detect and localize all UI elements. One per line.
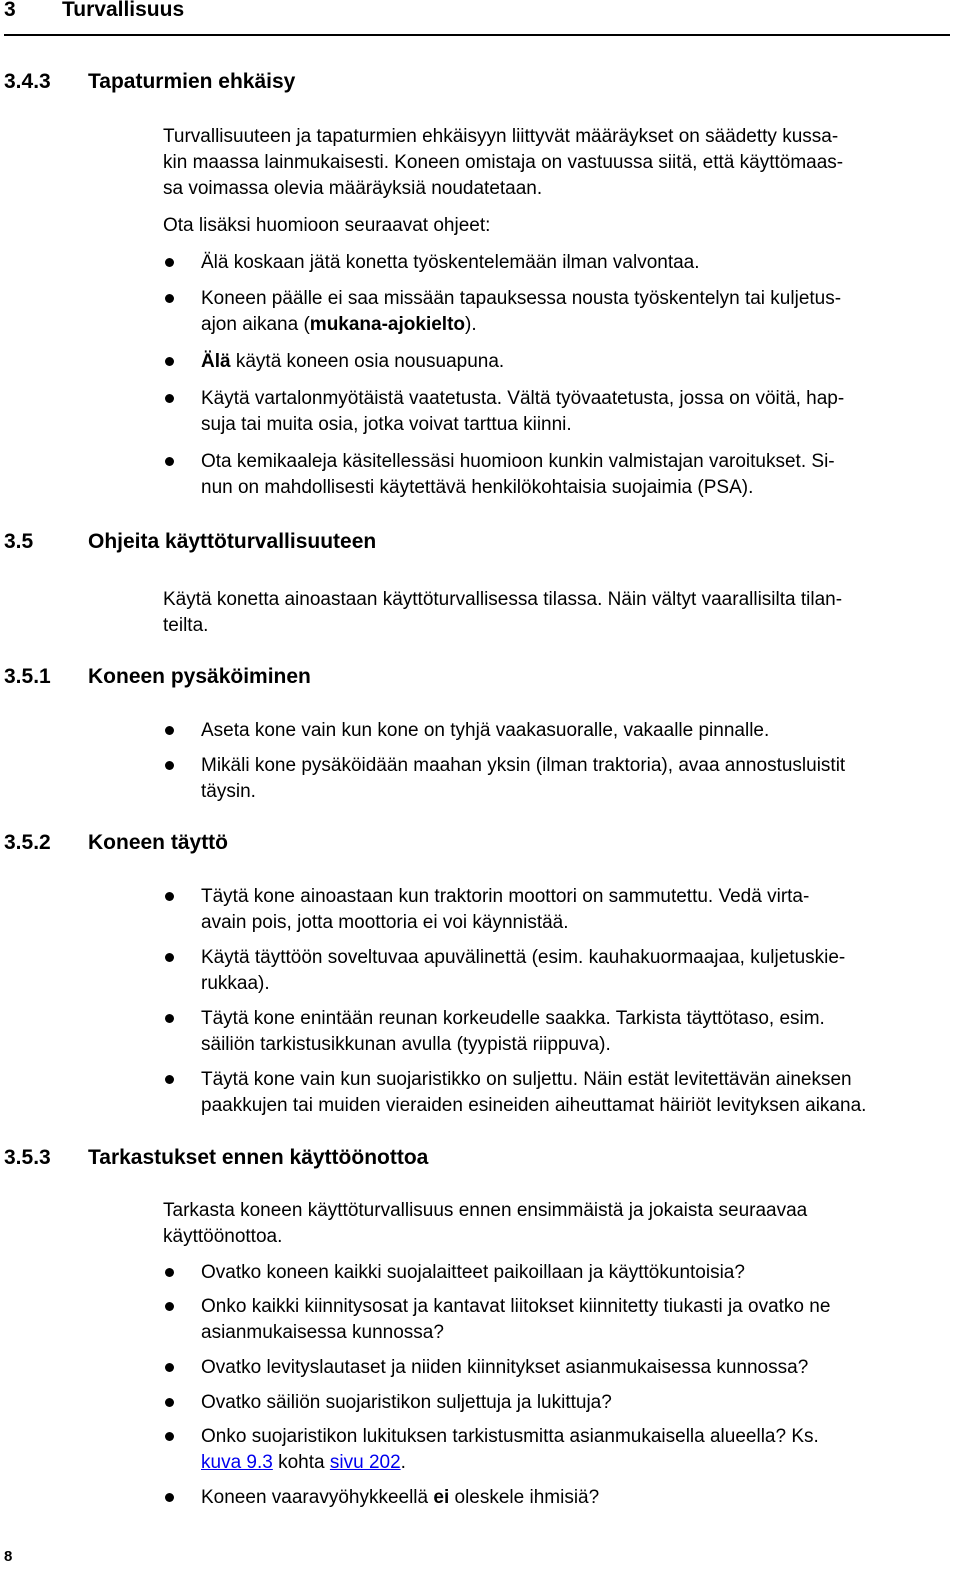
page-number: 8 [4,1548,13,1565]
bold-term: mukana-ajokielto [309,314,466,335]
bullet-icon [165,294,174,303]
bullet-icon [165,1075,174,1084]
text-run: ). [465,314,477,335]
bullet-icon [165,1493,174,1502]
bullet-icon [165,457,174,466]
section-number: 3.5.2 [4,831,51,854]
text-line: asianmukaisessa kunnossa? [201,1322,444,1343]
text-line: teilta. [163,615,209,636]
text-line [201,1450,953,1476]
section-title: Koneen pysäköiminen [88,665,311,688]
text-line: Käytä täyttöön soveltuvaa apuvälinettä (esim. kauhakuormaajaa, kuljetuskie- [201,947,846,968]
text-line: Ota lisäksi huomioon seuraavat ohjeet: [163,215,491,236]
paragraph-lead [163,213,953,239]
bullet-icon [165,892,174,901]
chapter-number: 3 [4,0,16,21]
text-line: käyttöönottoa. [163,1226,283,1247]
bullet-icon [165,1268,174,1277]
text-line: Mikäli kone pysäköidään maahan yksin (ilman traktoria), avaa annostusluistit [201,755,846,776]
text-line: Täytä kone vain kun suojaristikko on suljettu. Näin estät levitettävän aineksen [201,1069,852,1090]
text-line: Turvallisuuteen ja tapaturmien ehkäisyyn liittyvät määräykset on säädetty kussa- [163,126,839,147]
bullet-icon [165,258,174,267]
text-line: täysin. [201,781,256,802]
text-line: nun on mahdollisesti käytettävä henkilökohtaisia suojaimia (PSA). [201,477,754,498]
text-line: säiliön tarkistusikkunan avulla (tyypistä riippuva). [201,1034,611,1055]
section-title: Tapaturmien ehkäisy [88,70,296,93]
text-line: Aseta kone vain kun kone on tyhjä vaakasuoralle, vakaalle pinnalle. [201,720,770,741]
bullet-icon [165,1302,174,1311]
text-line: sa voimassa olevia määräyksiä noudatetaan. [163,178,543,199]
text-line: Älä koskaan jätä konetta työskentelemään ilman valvontaa. [201,252,700,273]
section-number: 3.4.3 [4,70,51,93]
section-title: Tarkastukset ennen käyttöönottoa [88,1146,429,1169]
text-run: ajon aikana ( [201,314,310,335]
bullet-icon [165,357,174,366]
section-title: Ohjeita käyttöturvallisuuteen [88,530,377,553]
text-line [201,1485,953,1511]
figure-link[interactable]: kuva 9.3 [201,1452,273,1473]
page-link[interactable]: sivu 202 [329,1452,401,1473]
bullet-icon [165,1432,174,1441]
bold-term: ei [433,1487,450,1508]
bullet-icon [165,726,174,735]
text-line: Tarkasta koneen käyttöturvallisuus ennen ensimmäistä ja jokaista seuraavaa [163,1200,808,1221]
bullet-icon [165,1363,174,1372]
bullet-icon [165,761,174,770]
paragraph [163,1198,953,1250]
text-line: Ovatko koneen kaikki suojalaitteet paikoillaan ja käyttökuntoisia? [201,1262,745,1283]
bullet-icon [165,953,174,962]
text-run: kohta [272,1452,330,1473]
text-line [201,349,953,375]
paragraph-intro [163,124,953,202]
text-line: Täytä kone ainoastaan kun traktorin moottori on sammutettu. Vedä virta- [201,886,810,907]
bullet-icon [165,1398,174,1407]
section-number: 3.5.3 [4,1146,51,1169]
text-line: Täytä kone enintään reunan korkeudelle saakka. Tarkista täyttötaso, esim. [201,1008,825,1029]
text-run: Koneen vaaravyöhykkeellä [201,1487,434,1508]
text-line [201,312,953,338]
section-number: 3.5.1 [4,665,51,688]
text-run: . [400,1452,406,1473]
text-line: kin maassa lainmukaisesti. Koneen omistaja on vastuussa siitä, että käyttömaas- [163,152,844,173]
text-run: käytä koneen osia nousuapuna. [230,351,505,372]
section-title: Koneen täyttö [88,831,229,854]
section-number: 3.5 [4,530,34,553]
bullet-icon [165,394,174,403]
text-line: suja tai muita osia, jotka voivat tarttua kiinni. [201,414,572,435]
text-line: paakkujen tai muiden vieraiden esineiden aiheuttamat häiriöt levityksen aikana. [201,1095,867,1116]
chapter-title: Turvallisuus [62,0,185,21]
text-run: oleskele ihmisiä? [449,1487,600,1508]
paragraph [163,587,953,639]
text-line: rukkaa). [201,973,270,994]
text-line: Käytä vartalonmyötäistä vaatetusta. Vältä työvaatetusta, jossa on vöitä, hap- [201,388,845,409]
bullet-icon [165,1014,174,1023]
text-line: Koneen päälle ei saa missään tapauksessa nousta työskentelyn tai kuljetus- [201,288,842,309]
text-line: avain pois, jotta moottoria ei voi käynnistää. [201,912,569,933]
text-line: Ota kemikaaleja käsitellessäsi huomioon kunkin valmistajan varoitukset. Si- [201,451,835,472]
running-header [4,0,950,36]
bold-term: Älä [201,351,231,372]
text-line: Ovatko levityslautaset ja niiden kiinnitykset asianmukaisessa kunnossa? [201,1357,809,1378]
text-line: Onko suojaristikon lukituksen tarkistusmitta asianmukaisella alueella? Ks. [201,1426,819,1447]
text-line: Ovatko säiliön suojaristikon suljettuja ja lukittuja? [201,1392,612,1413]
text-line: Käytä konetta ainoastaan käyttöturvallisessa tilassa. Näin vältyt vaarallisilta tilan- [163,589,843,610]
text-line: Onko kaikki kiinnitysosat ja kantavat liitokset kiinnitetty tiukasti ja ovatko ne [201,1296,831,1317]
